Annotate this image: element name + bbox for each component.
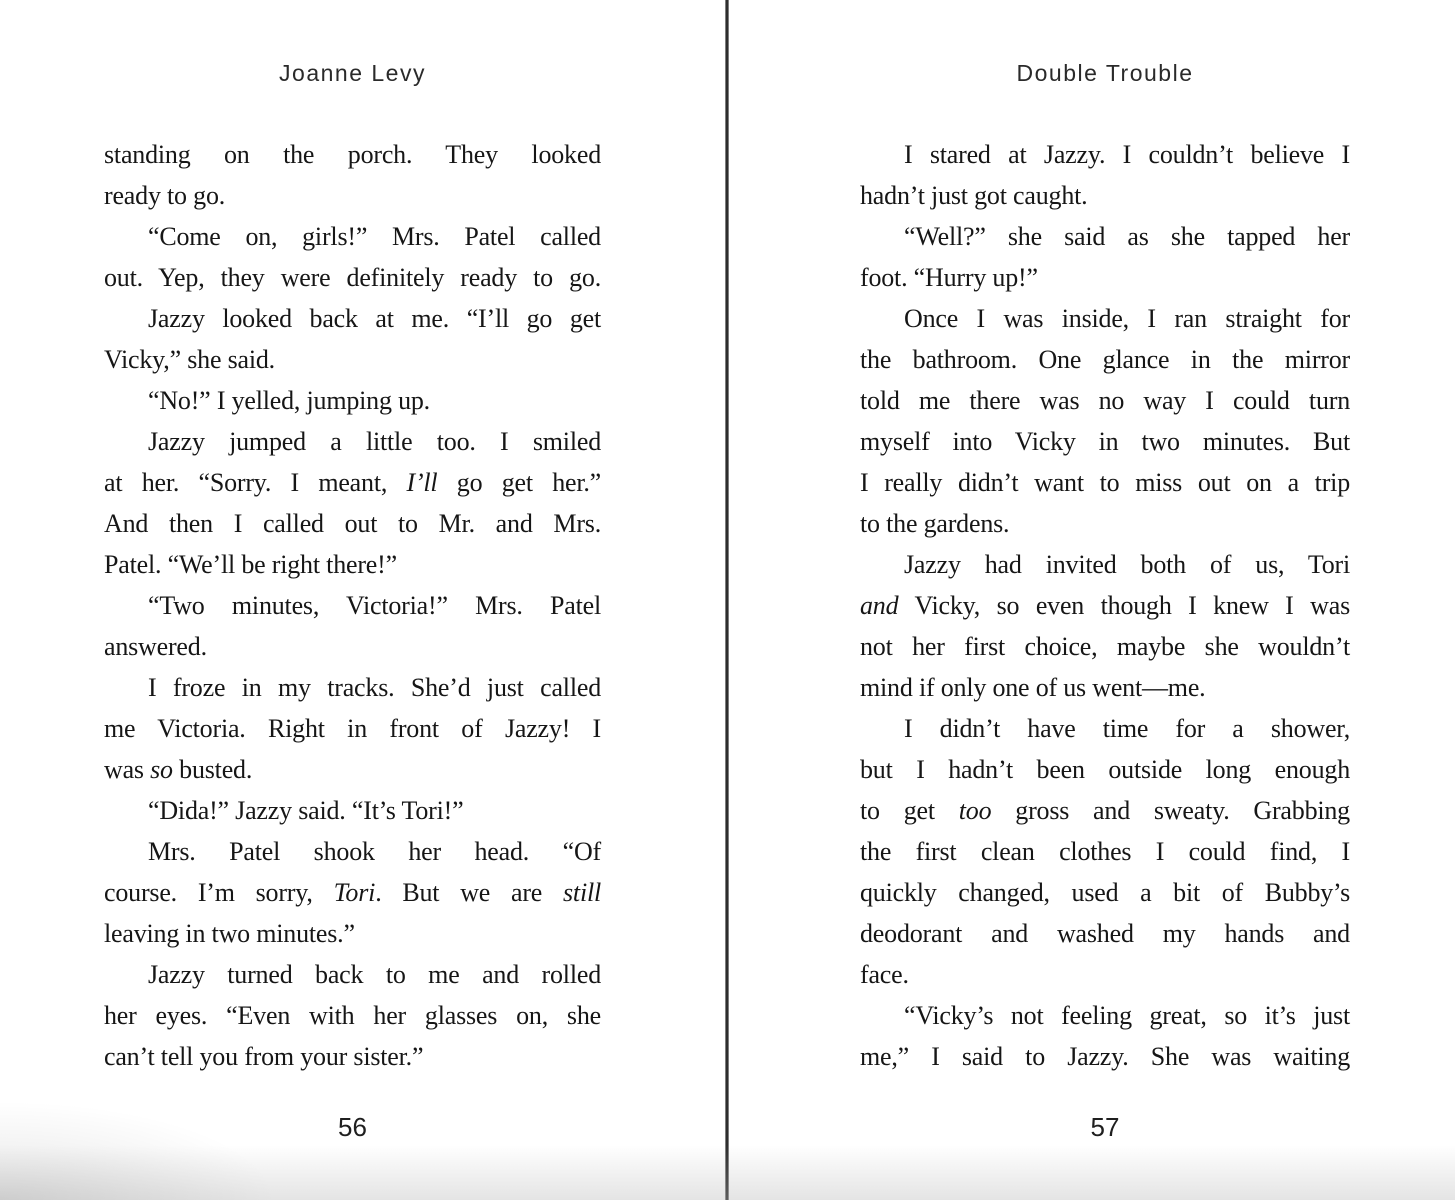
text-line: myself into Vicky in two minutes. But [860,427,1350,456]
text-line: “Dida!” Jazzy said. “It’s Tori!” [148,796,464,825]
text-line: to the gardens. [860,509,1010,538]
page-gutter-divider [725,0,729,1200]
text-line: the first clean clothes I could find, I [860,837,1350,866]
text-line: leaving in two minutes.” [104,919,355,948]
running-header-book-title: Double Trouble [1016,60,1194,86]
text-line: me,” I said to Jazzy. She was waiting [860,1042,1350,1071]
text-line: was so busted. [104,755,253,784]
text-line: Once I was inside, I ran straight for [904,304,1350,333]
text-line: I stared at Jazzy. I couldn’t believe I [904,140,1350,169]
page-left [104,0,601,1200]
text-line: Jazzy jumped a little too. I smiled [148,427,601,456]
text-line: out. Yep, they were definitely ready to go. [104,263,601,292]
text-line: face. [860,960,909,989]
text-line: the bathroom. One glance in the mirror [860,345,1350,374]
text-line: ready to go. [104,181,226,210]
text-line: course. I’m sorry, Tori. But we are still [104,878,602,907]
text-line: answered. [104,632,207,661]
page-body-text [104,134,601,1077]
text-line: can’t tell you from your sister.” [104,1042,424,1071]
text-line: “No!” I yelled, jumping up. [148,386,430,415]
text-line: foot. “Hurry up!” [860,263,1038,292]
page-number: 57 [1090,1112,1120,1142]
text-line: deodorant and washed my hands and [860,919,1350,948]
text-line: her eyes. “Even with her glasses on, she [104,1001,601,1030]
text-line: Jazzy looked back at me. “I’ll go get [148,304,601,333]
text-line: mind if only one of us went—me. [860,673,1206,702]
text-line: quickly changed, used a bit of Bubby’s [860,878,1350,907]
text-line: I didn’t have time for a shower, [904,714,1350,743]
text-line: to get too gross and sweaty. Grabbing [860,796,1350,825]
page-number: 56 [338,1112,367,1142]
text-line: “Well?” she said as she tapped her [904,222,1350,251]
text-line: Jazzy had invited both of us, Tori [904,550,1350,579]
text-line: “Vicky’s not feeling great, so it’s just [904,1001,1350,1030]
text-line: me Victoria. Right in front of Jazzy! I [104,714,601,743]
text-line: Vicky,” she said. [104,345,275,374]
text-line: “Two minutes, Victoria!” Mrs. Patel [148,591,601,620]
text-line: I froze in my tracks. She’d just called [148,673,601,702]
running-header-author: Joanne Levy [279,60,426,86]
text-line: Jazzy turned back to me and rolled [148,960,601,989]
text-line: Patel. “We’ll be right there!” [104,550,397,579]
page-body-text [860,134,1350,1077]
text-line: And then I called out to Mr. and Mrs. [104,509,601,538]
text-line: “Come on, girls!” Mrs. Patel called [148,222,601,251]
text-line: not her first choice, maybe she wouldn’t [860,632,1350,661]
text-line: standing on the porch. They looked [104,140,601,169]
text-line: I really didn’t want to miss out on a trip [860,468,1350,497]
text-line: but I hadn’t been outside long enough [860,755,1350,784]
text-line: and Vicky, so even though I knew I was [860,591,1350,620]
page-right [860,0,1350,1200]
text-line: Mrs. Patel shook her head. “Of [148,837,601,866]
text-line: told me there was no way I could turn [860,386,1350,415]
text-line: at her. “Sorry. I meant, I’ll go get her.” [104,468,602,497]
text-line: hadn’t just got caught. [860,181,1088,210]
